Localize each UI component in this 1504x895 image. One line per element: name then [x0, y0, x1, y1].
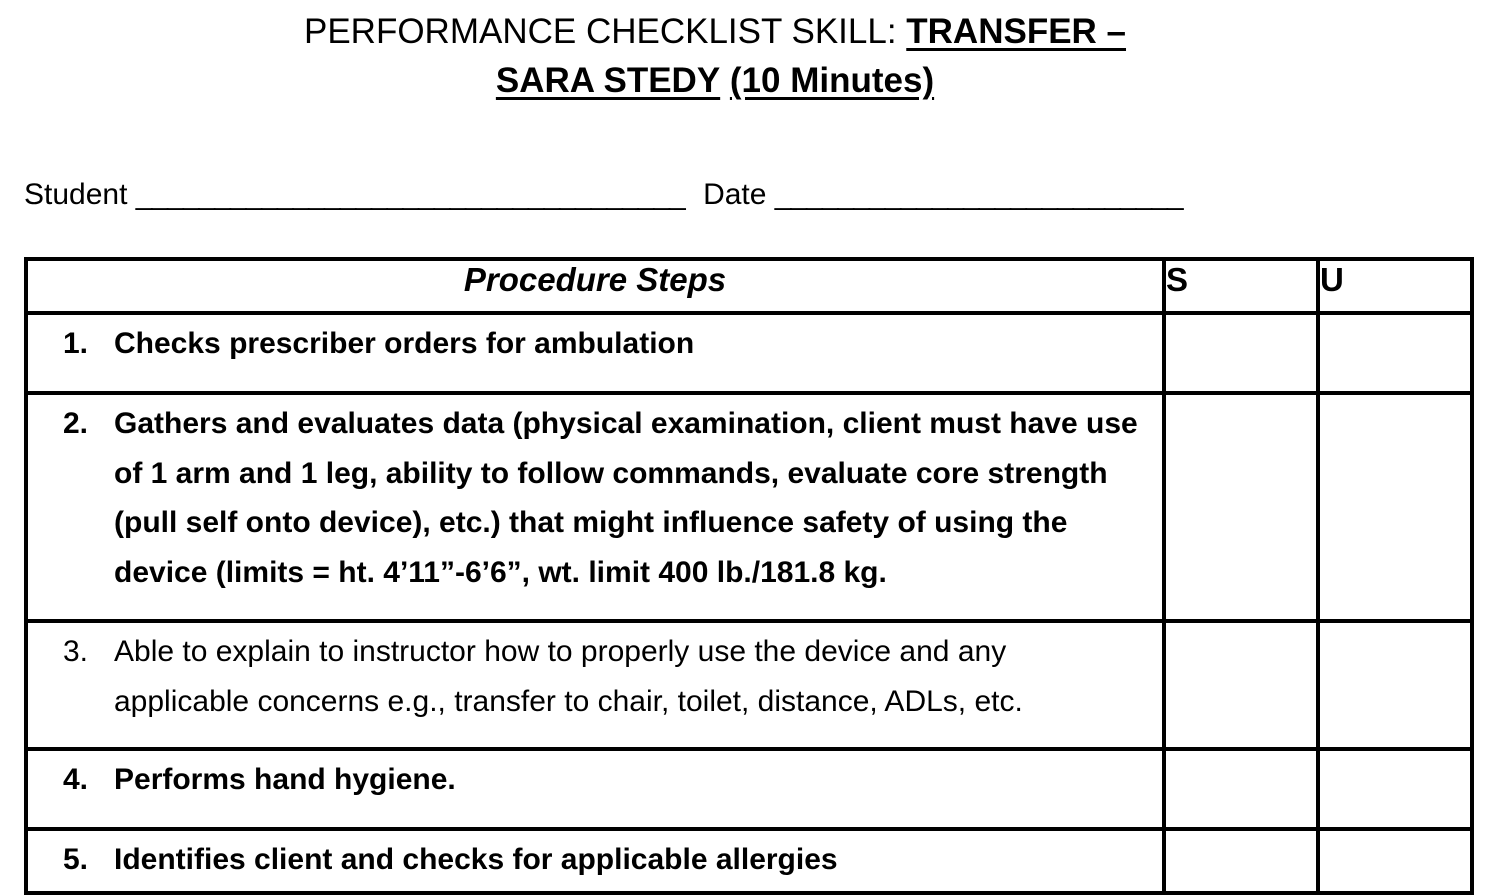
procedure-table [24, 257, 1474, 895]
satisfactory-cell[interactable] [1164, 829, 1318, 893]
table-row [26, 749, 1472, 829]
column-header-procedure-steps: Procedure Steps [26, 259, 1164, 313]
title-time: (10 Minutes) [729, 61, 935, 100]
unsatisfactory-cell[interactable] [1318, 749, 1472, 829]
table-row [26, 313, 1472, 393]
date-field[interactable]: __________________________ [774, 178, 1183, 211]
step-cell [26, 313, 1164, 393]
unsatisfactory-cell[interactable] [1318, 829, 1472, 893]
step-cell [26, 621, 1164, 749]
student-name-field[interactable]: ___________________________________ [135, 178, 685, 211]
satisfactory-cell[interactable] [1164, 393, 1318, 621]
title-prefix: PERFORMANCE CHECKLIST SKILL: [303, 12, 907, 51]
student-label: Student [24, 178, 128, 211]
step-number: 2. [62, 407, 88, 440]
student-date-line [24, 178, 1183, 212]
step-number: 4. [62, 763, 88, 796]
step-text: Performs hand hygiene. [114, 763, 456, 796]
step-number: 3. [62, 635, 88, 668]
table-header-row [26, 259, 1472, 313]
table-row [26, 829, 1472, 893]
step-text: Gathers and evaluates data (physical examination, client must have use of 1 arm and 1 leg, ability to follow commands, evaluate core strength (pull self onto device), etc.) that might influence safety of using the device (limits = ht. 4’11”-6’6”, wt. limit 400 lb./181.8 kg. [114, 407, 1138, 589]
unsatisfactory-cell[interactable] [1318, 393, 1472, 621]
step-text: Identifies client and checks for applicable allergies [114, 843, 838, 876]
title-skill: TRANSFER – [906, 12, 1127, 51]
column-header-u: U [1318, 259, 1472, 313]
page-title-line-2 [0, 63, 1430, 98]
table-row [26, 393, 1472, 621]
satisfactory-cell[interactable] [1164, 621, 1318, 749]
step-number: 5. [62, 843, 88, 876]
step-cell [26, 393, 1164, 621]
page-title-line-1 [0, 14, 1430, 49]
satisfactory-cell[interactable] [1164, 313, 1318, 393]
table-row [26, 621, 1472, 749]
title-skill-line2: SARA STEDY [495, 61, 721, 100]
date-label: Date [703, 178, 767, 211]
step-number: 1. [62, 327, 88, 360]
column-header-s: S [1164, 259, 1318, 313]
step-cell [26, 749, 1164, 829]
satisfactory-cell[interactable] [1164, 749, 1318, 829]
step-text: Checks prescriber orders for ambulation [114, 327, 695, 360]
step-text: Able to explain to instructor how to properly use the device and any applicable concerns e.g., transfer to chair, toilet, distance, ADLs, etc. [114, 635, 1023, 718]
unsatisfactory-cell[interactable] [1318, 313, 1472, 393]
step-cell [26, 829, 1164, 893]
unsatisfactory-cell[interactable] [1318, 621, 1472, 749]
